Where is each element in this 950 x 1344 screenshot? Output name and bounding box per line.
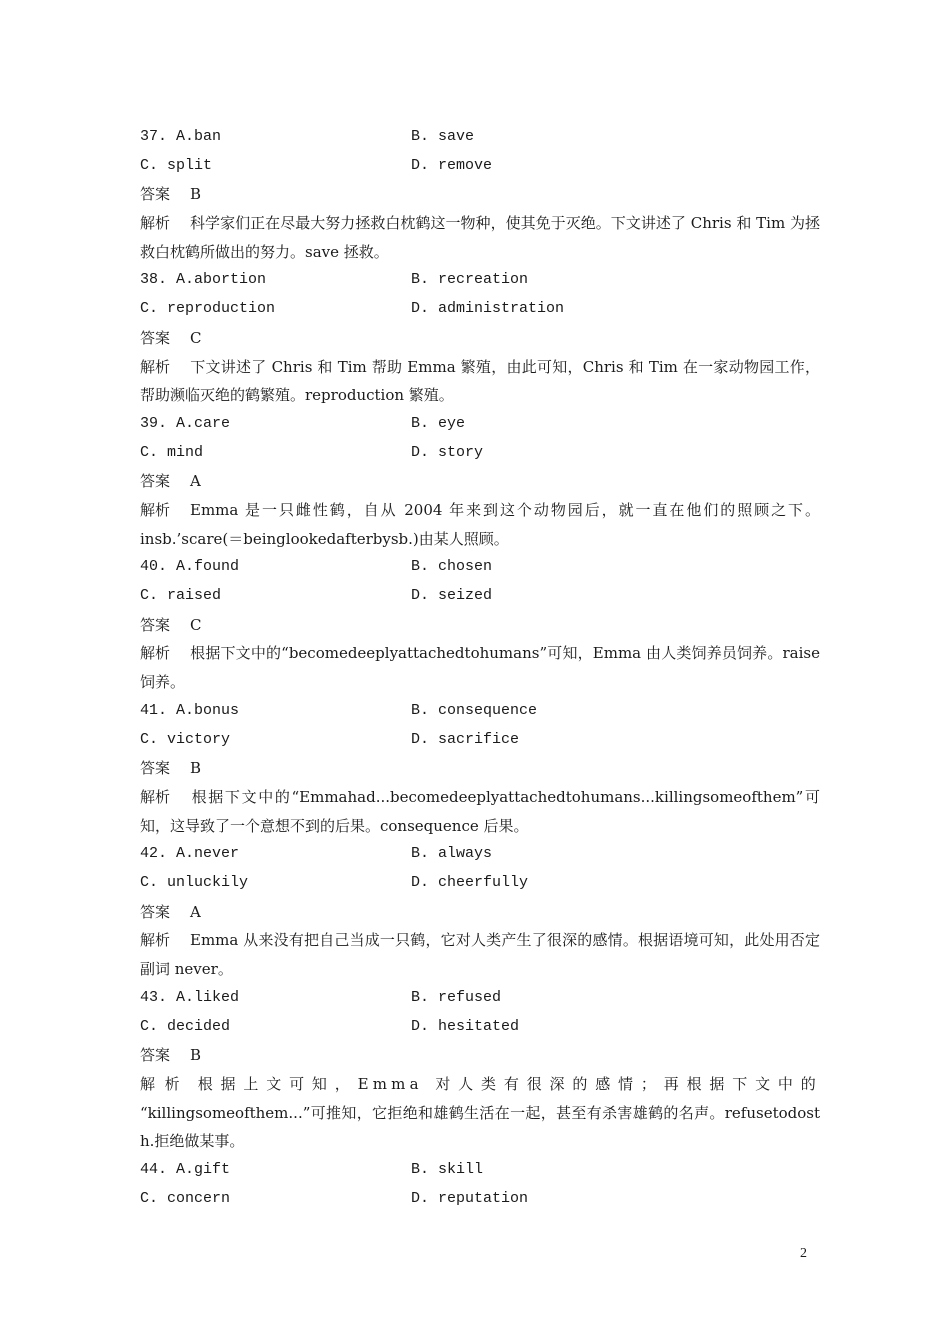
question-44-options-row-2 [140,1185,820,1214]
question-39-options-row-2 [140,439,820,468]
option-b: B. recreation [411,271,529,289]
answer-value: B [190,1046,202,1065]
option-a: 42. A.never [140,845,240,863]
answer-value: C [190,615,202,634]
question-41-analysis [140,783,820,840]
analysis-label: 解析 [140,644,171,663]
option-d: D. reputation [411,1189,529,1207]
option-a: 40. A.found [140,558,240,576]
analysis-label: 解析 [140,787,171,806]
option-c: C. reproduction [140,300,276,318]
page-number: 2 [800,1246,807,1261]
question-39-analysis [140,496,820,553]
analysis-text: 下文讲述了 Chris 和 Tim 帮助 Emma 繁殖，由此可知，Chris 和 Tim 在一家动物园工作，帮助濒临灭绝的鹤繁殖。reproduction 繁殖。 [140,357,820,405]
option-b: B. chosen [411,558,493,576]
option-a: 43. A.liked [140,988,240,1006]
option-d: D. administration [411,300,565,318]
option-b: B. skill [411,1160,484,1178]
option-b: B. eye [411,414,466,432]
answer-value: C [190,328,202,347]
question-38-options-row-2 [140,295,820,324]
option-a: 38. A.abortion [140,271,267,289]
question-37-analysis [140,209,820,266]
question-37-options-row-2 [140,152,820,181]
analysis-text: “killingsomeofthem...”可推知，它拒绝和雄鹤生活在一起，甚至有杀害雄鹤的名声。refusetodosth.拒绝做某事。 [140,1103,820,1151]
option-c: C. unluckily [140,874,249,892]
analysis-text: Emma 从来没有把自己当成一只鹤，它对人类产生了很深的感情。根据语境可知，此处用否定副词 never。 [140,931,820,979]
answer-label: 答案 [140,472,171,491]
option-a: 44. A.gift [140,1160,231,1178]
answer-value: A [190,472,201,491]
question-37-answer [140,180,820,209]
option-a: 37. A.ban [140,128,222,145]
question-38-analysis [140,353,820,410]
option-c: C. raised [140,587,222,605]
option-d: D. sacrifice [411,730,520,748]
question-37-options-row-1 [140,123,820,152]
question-43-analysis [140,1099,820,1156]
question-42-answer [140,898,820,927]
analysis-label: 解析 [140,501,171,519]
analysis-label: 解析 [140,1074,190,1093]
question-39-options-row-1 [140,410,820,439]
question-43-options-row-1 [140,984,820,1013]
option-b: B. save [411,128,475,145]
answer-label: 答案 [140,902,171,921]
question-40-answer [140,611,820,640]
answer-value: B [190,759,202,778]
question-42-options-row-1 [140,840,820,869]
analysis-label: 解析 [140,357,171,376]
answer-value: A [190,902,201,921]
analysis-text: 科学家们正在尽最大努力拯救白枕鹤这一物种，使其免于灭绝。下文讲述了 Chris 和 Tim 为拯救白枕鹤所做出的努力。save 拯救。 [140,214,820,261]
option-a: 41. A.bonus [140,701,240,719]
question-38-answer [140,324,820,353]
answer-value: B [190,185,202,204]
question-41-answer [140,754,820,783]
question-40-options-row-2 [140,582,820,611]
answer-label: 答案 [140,328,171,347]
answer-key-content [140,123,820,1213]
question-43-options-row-2 [140,1013,820,1042]
option-b: B. always [411,845,493,863]
option-c: C. mind [140,443,204,461]
option-b: B. consequence [411,701,538,719]
question-43-analysis-line-1 [140,1070,820,1099]
answer-label: 答案 [140,1046,171,1065]
analysis-label: 解析 [140,214,171,233]
question-44-options-row-1 [140,1156,820,1185]
analysis-text-line-1: 根据上文可知，Emma 对人类有很深的感情；再根据下文中的 [197,1074,820,1093]
option-c: C. concern [140,1189,231,1207]
answer-label: 答案 [140,185,171,204]
option-c: C. decided [140,1017,231,1035]
question-41-options-row-1 [140,697,820,726]
analysis-text: Emma 是一只雌性鹤，自从 2004 年来到这个动物园后，就一直在他们的照顾之下。insb.’scare(＝beinglookedafterbysb.)由某人照顾。 [140,501,820,548]
analysis-text: 根据下文中的“becomedeeplyattachedtohumans”可知，Emma 由人类饲养员饲养。raise 饲养。 [140,644,820,692]
answer-label: 答案 [140,759,171,778]
analysis-label: 解析 [140,931,171,950]
option-d: D. cheerfully [411,874,529,892]
question-41-options-row-2 [140,726,820,755]
question-42-options-row-2 [140,869,820,898]
option-d: D. remove [411,156,493,174]
question-43-answer [140,1041,820,1070]
option-a: 39. A.care [140,414,231,432]
question-42-analysis [140,926,820,983]
question-40-analysis [140,639,820,696]
question-38-options-row-1 [140,266,820,295]
option-b: B. refused [411,988,502,1006]
option-c: C. split [140,156,213,174]
question-39-answer [140,467,820,496]
option-c: C. victory [140,730,231,748]
analysis-text: 根据下文中的“Emmahad...becomedeeplyattachedtohumans...killingsomeofthem”可知，这导致了一个意想不到的后果。consequence 后果。 [140,787,820,835]
question-40-options-row-1 [140,553,820,582]
option-d: D. hesitated [411,1017,520,1035]
answer-label: 答案 [140,615,171,634]
option-d: D. story [411,443,484,461]
option-d: D. seized [411,587,493,605]
